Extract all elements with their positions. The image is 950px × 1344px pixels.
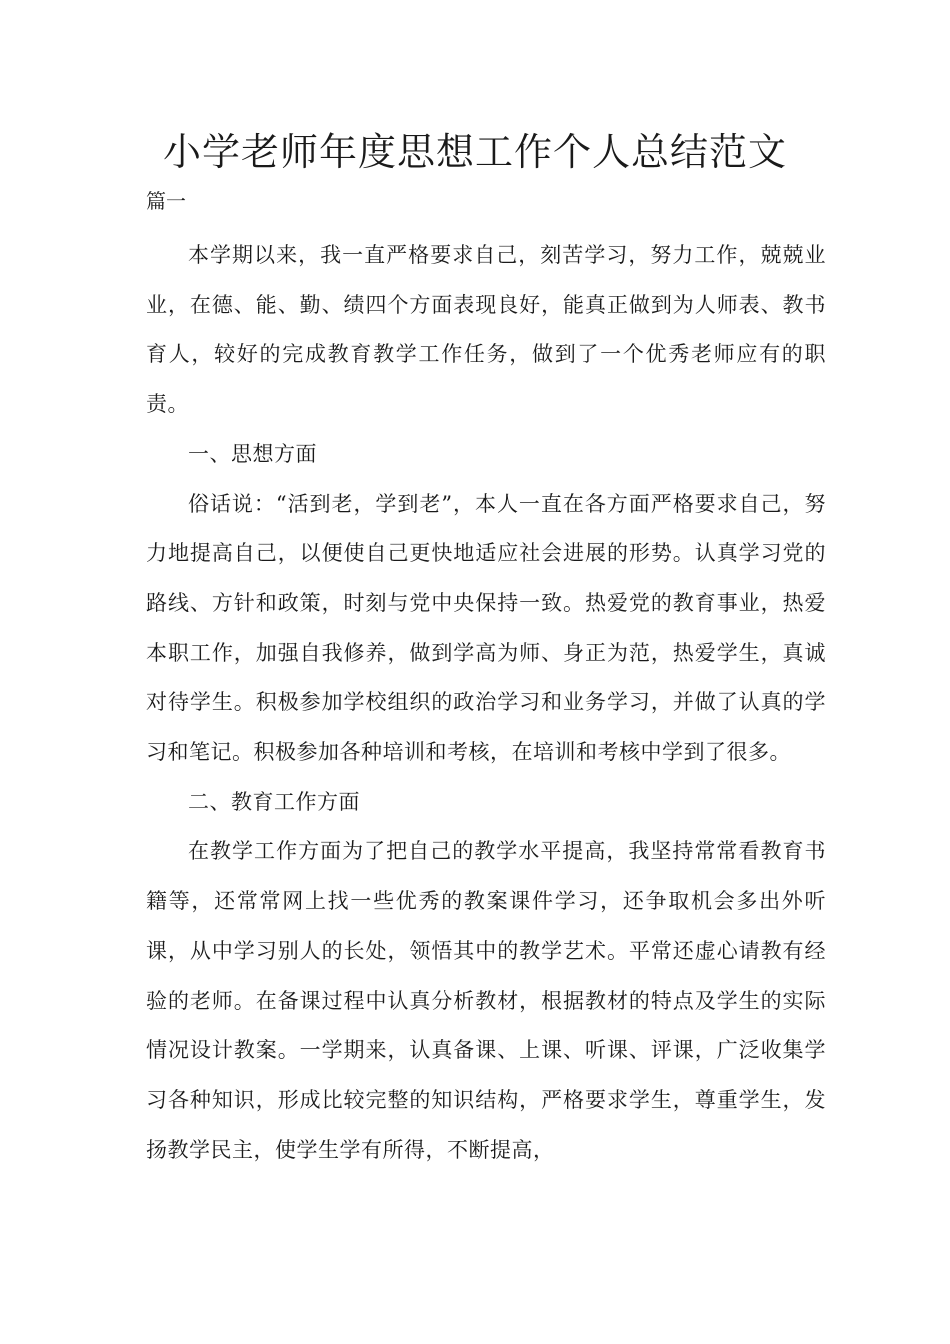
- paragraph-thought: 俗话说：“活到老，学到老”，本人一直在各方面严格要求自己，努力地提高自己，以便使自己更快地适应社会进展的形势。认真学习党的路线、方针和政策，时刻与党中央保持一致。热爱党的教育事业，热爱本职工作，加强自我修养，做到学高为师、身正为范，热爱学生，真诚对待学生。积极参加学校组织的政治学习和业务学习，并做了认真的学习和笔记。积极参加各种培训和考核，在培训和考核中学到了很多。: [146, 491, 826, 765]
- document-body: [146, 231, 826, 1175]
- document-title: 小学老师年度思想工作个人总结范文: [162, 130, 787, 174]
- heading-education: 二、教育工作方面: [188, 789, 360, 814]
- heading-thought: 一、思想方面: [188, 441, 317, 466]
- paragraph-intro: 本学期以来，我一直严格要求自己，刻苦学习，努力工作，兢兢业业，在德、能、勤、绩四个方面表现良好，能真正做到为人师表、教书育人，较好的完成教育教学工作任务，做到了一个优秀老师应有的职责。: [146, 243, 826, 417]
- section-label: 篇一: [146, 189, 186, 213]
- paragraph-education: 在教学工作方面为了把自己的教学水平提高，我坚持常常看教育书籍等，还常常网上找一些优秀的教案课件学习，还争取机会多出外听课，从中学习别人的长处，领悟其中的教学艺术。平常还虚心请教有经验的老师。在备课过程中认真分析教材，根据教材的特点及学生的实际情况设计教案。一学期来，认真备课、上课、听课、评课，广泛收集学习各种知识，形成比较完整的知识结构，严格要求学生，尊重学生，发扬教学民主，使学生学有所得，不断提高，: [146, 839, 826, 1162]
